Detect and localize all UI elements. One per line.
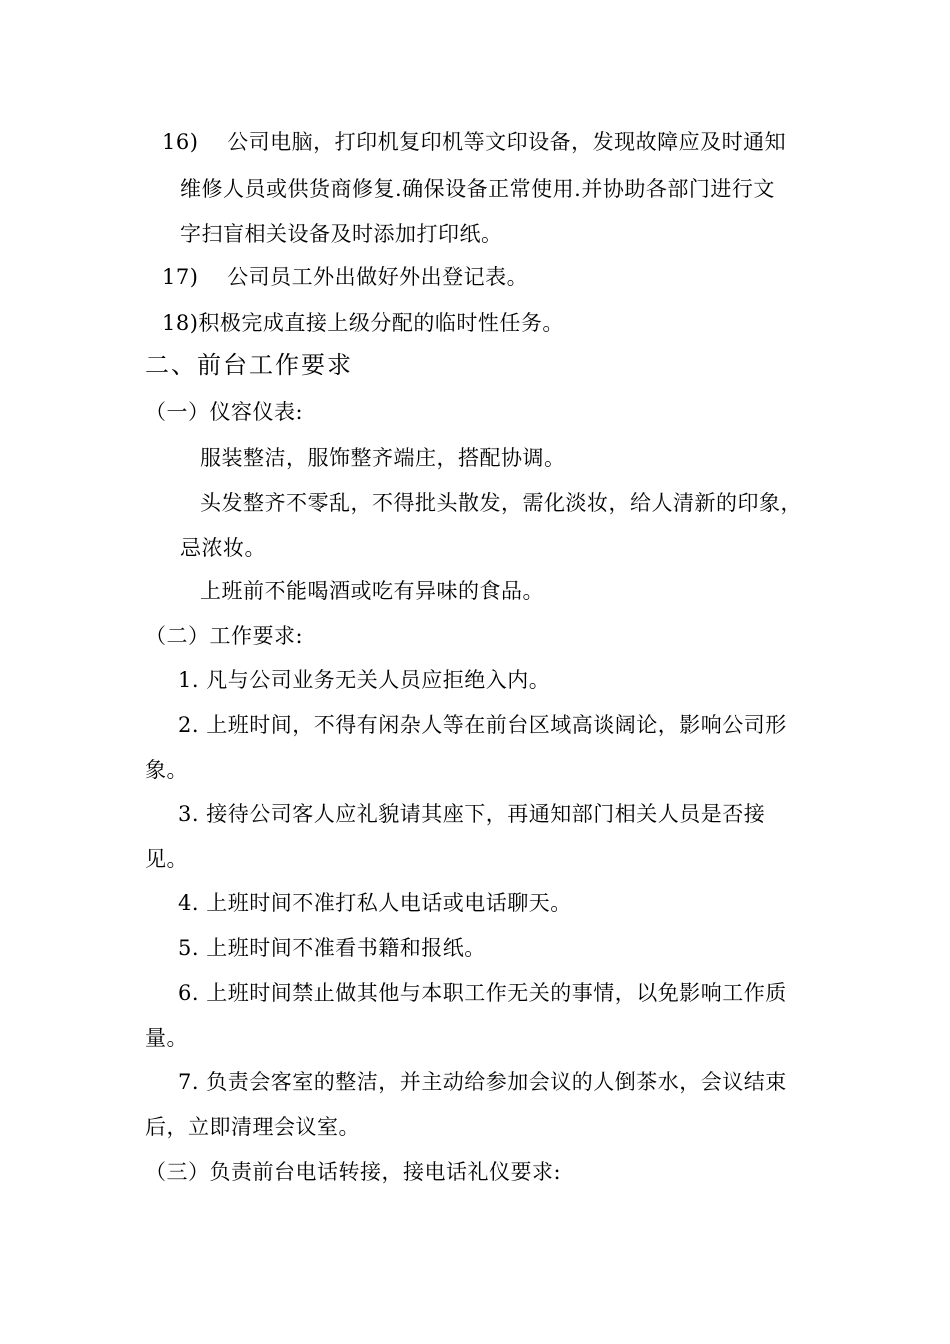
- sub1-paragraph-2-line-1: 头发整齐不零乱，不得批头散发，需化淡妆，给人清新的印象，: [200, 491, 802, 515]
- list-item-16-line-2: 维修人员或供货商修复.确保设备正常使用.并协助各部门进行文: [180, 177, 775, 201]
- sub2-item-6-line-2: 量。: [145, 1026, 188, 1050]
- sub2-item-3-line-2: 见。: [145, 847, 188, 871]
- sub1-paragraph-3: 上班前不能喝酒或吃有异味的食品。: [200, 579, 544, 603]
- sub2-item-7-line-1: 7. 负责会客室的整洁，并主动给参加会议的人倒茶水，会议结束: [178, 1070, 787, 1094]
- subsection-2-title: （二）工作要求:: [145, 624, 304, 648]
- sub2-item-5: 5. 上班时间不准看书籍和报纸。: [178, 936, 486, 960]
- sub2-item-4: 4. 上班时间不准打私人电话或电话聊天。: [178, 891, 572, 915]
- subsection-1-title: （一）仪容仪表:: [145, 400, 304, 424]
- list-item-16-line-1: 16) 公司电脑，打印机复印机等文印设备，发现故障应及时通知: [162, 130, 787, 154]
- section-heading: 二、前台工作要求: [145, 351, 353, 379]
- list-item-18: 18)积极完成直接上级分配的临时性任务。: [162, 311, 564, 335]
- list-item-17: 17) 公司员工外出做好外出登记表。: [162, 265, 529, 289]
- subsection-3-title: （三）负责前台电话转接，接电话礼仪要求:: [145, 1160, 562, 1184]
- sub1-paragraph-1: 服装整洁，服饰整齐端庄，搭配协调。: [200, 446, 566, 470]
- sub2-item-7-line-2: 后，立即清理会议室。: [145, 1115, 360, 1139]
- list-item-16-line-3: 字扫盲相关设备及时添加打印纸。: [180, 222, 503, 246]
- sub2-item-6-line-1: 6. 上班时间禁止做其他与本职工作无关的事情，以免影响工作质: [178, 981, 787, 1005]
- sub2-item-2-line-1: 2. 上班时间，不得有闲杂人等在前台区域高谈阔论，影响公司形: [178, 713, 787, 737]
- sub2-item-2-line-2: 象。: [145, 758, 188, 782]
- sub1-paragraph-2-line-2: 忌浓妆。: [180, 536, 266, 560]
- sub2-item-1: 1. 凡与公司业务无关人员应拒绝入内。: [178, 668, 551, 692]
- sub2-item-3-line-1: 3. 接待公司客人应礼貌请其座下，再通知部门相关人员是否接: [178, 802, 766, 826]
